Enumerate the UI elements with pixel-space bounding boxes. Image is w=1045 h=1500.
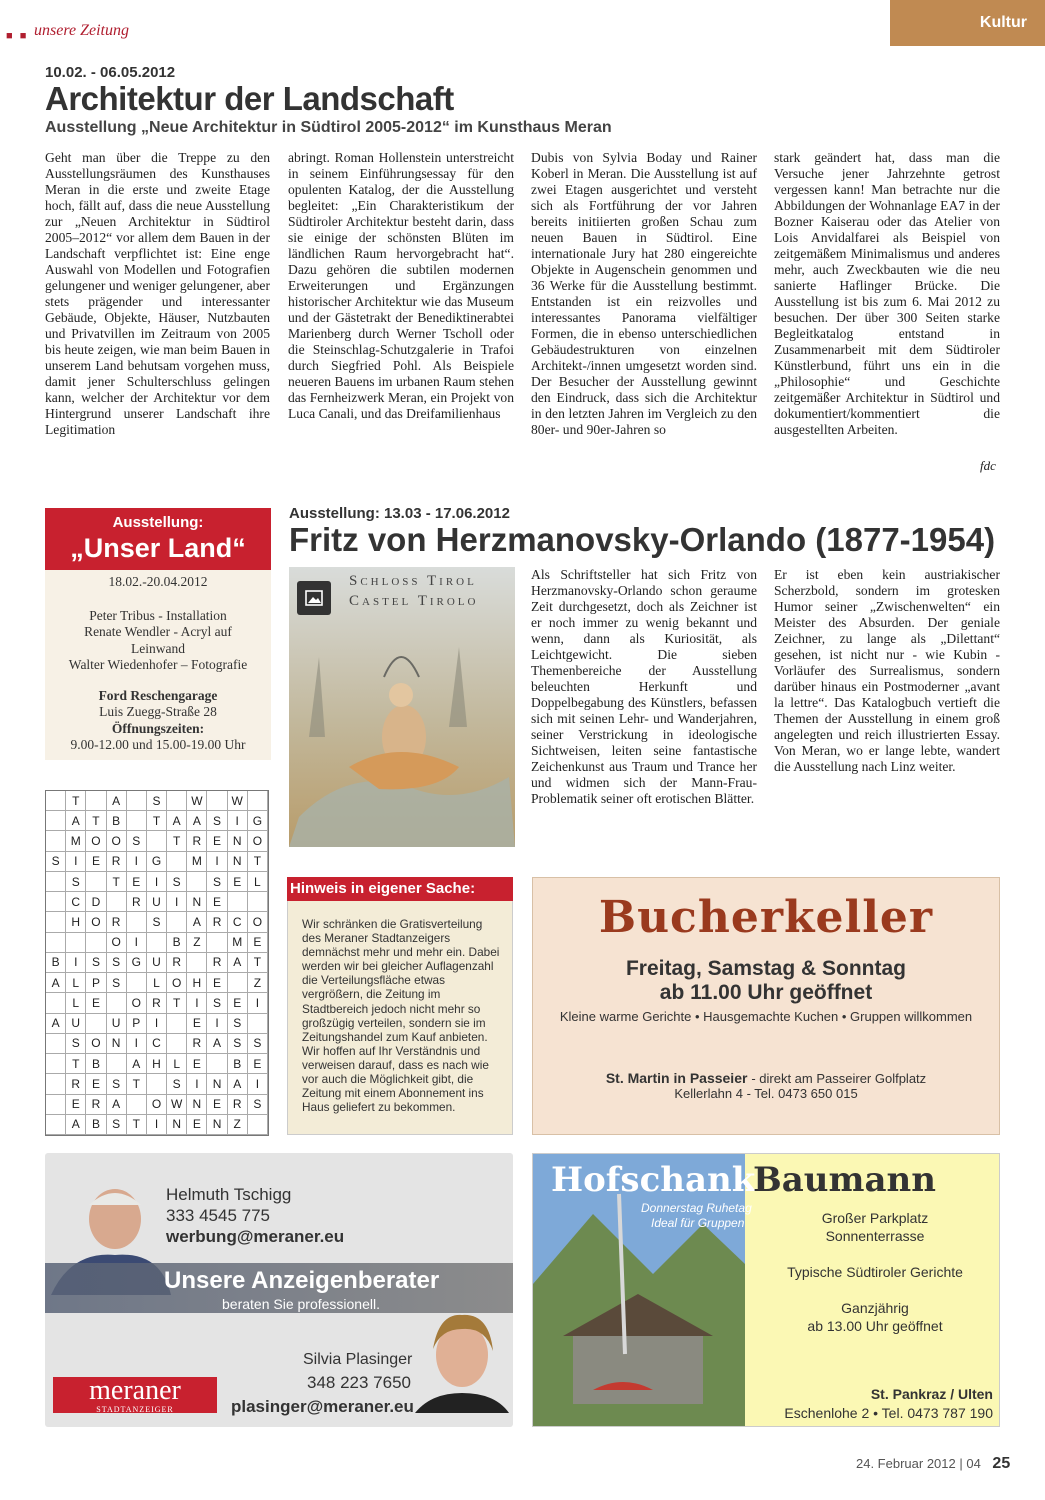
unser-land-header — [45, 508, 271, 570]
crossword-cell: N — [187, 1095, 207, 1115]
crossword-cell: L — [167, 1054, 187, 1074]
unser-land-title: „Unser Land“ — [70, 533, 246, 563]
crossword-cell: I — [207, 852, 227, 872]
crossword-cell: I — [127, 1034, 147, 1054]
crossword-cell — [187, 953, 207, 973]
berater-email-1: werbung@meraner.eu — [166, 1227, 345, 1246]
crossword-cell: S — [66, 872, 86, 892]
crossword-cell — [207, 791, 227, 811]
article1-signoff: fdc — [980, 458, 996, 473]
crossword-cell: E — [207, 1095, 227, 1115]
crossword-cell: E — [207, 892, 227, 912]
crossword-cell: E — [86, 1074, 106, 1094]
image-icon — [297, 581, 331, 615]
crossword-cell: A — [46, 973, 66, 993]
crossword-cell: I — [147, 1115, 167, 1135]
crossword-cell: S — [147, 791, 167, 811]
crossword-cell — [107, 1054, 127, 1074]
crossword-cell: N — [187, 892, 207, 912]
crossword-cell: H — [187, 973, 207, 993]
crossword-cell: L — [66, 973, 86, 993]
crossword-cell: S — [107, 973, 127, 993]
crossword-cell: I — [147, 1014, 167, 1034]
crossword-cell: I — [187, 993, 207, 1013]
crossword-cell: S — [127, 831, 147, 851]
crossword-cell: I — [147, 872, 167, 892]
crossword-cell — [46, 1095, 66, 1115]
unser-land-venue: Ford Reschengarage — [98, 687, 218, 703]
crossword-cell: M — [228, 933, 248, 953]
crossword-cell: N — [167, 1115, 187, 1135]
page-footer — [856, 1455, 1010, 1473]
bucherkeller-location: St. Martin in Passeier — [605, 1070, 748, 1086]
crossword-cell — [147, 831, 167, 851]
crossword-cell: S — [207, 872, 227, 892]
crossword-cell: N — [228, 852, 248, 872]
poster-line-2: Castel Tirolo — [349, 593, 479, 609]
crossword-cell: T — [66, 1054, 86, 1074]
crossword-cell — [46, 1034, 66, 1054]
crossword-cell — [207, 933, 227, 953]
crossword-cell — [167, 791, 187, 811]
crossword-cell: R — [207, 953, 227, 973]
crossword-cell: A — [187, 912, 207, 932]
crossword-cell: C — [228, 912, 248, 932]
hofschank-name-a: Hofschank — [551, 1160, 756, 1200]
crossword-cell: E — [127, 872, 147, 892]
logo: unsere Zeitung — [34, 22, 129, 39]
crossword-cell: B — [86, 1115, 106, 1135]
crossword-cell — [86, 933, 106, 953]
berater-subline: beraten Sie professionell. — [222, 1296, 380, 1312]
crossword-cell: N — [228, 831, 248, 851]
bucherkeller-name: Bucherkeller — [598, 892, 934, 943]
hofschank-line-5: ab 13.00 Uhr geöffnet — [807, 1318, 943, 1334]
crossword-cell: T — [248, 953, 268, 973]
crossword-cell: A — [167, 811, 187, 831]
crossword-cell: S — [107, 953, 127, 973]
crossword-cell: R — [187, 1034, 207, 1054]
crossword-cell: R — [187, 831, 207, 851]
bucherkeller-days: Freitag, Samstag & Sonntag — [625, 957, 907, 980]
berater-email-2: plasinger@meraner.eu — [231, 1397, 414, 1416]
crossword-cell — [46, 892, 66, 912]
crossword-cell: T — [127, 1115, 147, 1135]
crossword-cell — [228, 973, 248, 993]
crossword-cell: O — [147, 1095, 167, 1115]
exhibition-poster — [289, 567, 515, 847]
bucherkeller-location-extra: - direkt am Passeirer Golfplatz — [751, 1071, 927, 1086]
hofschank-place: St. Pankraz / Ulten — [870, 1386, 993, 1402]
page-number: 25 — [992, 1455, 1011, 1472]
meraner-logo-sub: STADTANZEIGER — [96, 1405, 174, 1414]
crossword-cell: W — [187, 791, 207, 811]
hinweis-text: Wir schränken die Gratisverteilung des Meraner Stadtanzeigers demnächst mehr und mehr ein. Dabei werden wir bei gleicher Auflagenzahl die Verteilungsfläche etwas vergrößern, die Zeitung im Stadtbereich jedoch nicht mehr so großzügig verteilen, sondern sie im Zeitungshandel zum Kauf anbieten. Wir hoffen auf Ihr Verständnis und verweisen darauf, dass es nach wie vor auch die Möglichkeit gibt, die Zeitung mit einem Abonnement ins Haus geliefert zu bekommen. — [302, 917, 500, 1115]
crossword-cell: E — [228, 993, 248, 1013]
crossword-cell: A — [207, 1034, 227, 1054]
crossword-cell — [248, 791, 268, 811]
crossword-cell — [46, 1115, 66, 1135]
crossword-cell — [248, 1014, 268, 1034]
crossword-cell — [187, 872, 207, 892]
crossword-cell: N — [207, 1115, 227, 1135]
crossword-cell: R — [127, 892, 147, 912]
crossword-cell: A — [228, 1074, 248, 1094]
crossword-cell: R — [167, 953, 187, 973]
section-tab: Kultur — [890, 0, 1045, 46]
crossword-cell: A — [107, 1095, 127, 1115]
crossword-cell: C — [66, 892, 86, 912]
crossword-cell: R — [147, 993, 167, 1013]
crossword-cell: R — [86, 1095, 106, 1115]
crossword-cell: W — [167, 1095, 187, 1115]
crossword-cell: E — [187, 1115, 207, 1135]
crossword-cell — [46, 1054, 66, 1074]
crossword-cell: O — [86, 912, 106, 932]
berater-phone-1: 333 4545 775 — [166, 1206, 270, 1225]
unser-land-body — [45, 570, 271, 760]
crossword-cell: U — [66, 1014, 86, 1034]
crossword-cell: A — [66, 811, 86, 831]
crossword-cell: O — [248, 831, 268, 851]
crossword-cell: C — [147, 1034, 167, 1054]
meraner-logo-text: meraner — [89, 1375, 181, 1406]
crossword-cell: I — [248, 1074, 268, 1094]
article1-title: Architektur der Landschaft — [45, 80, 454, 117]
crossword-cell: Z — [248, 973, 268, 993]
crossword-cell — [228, 892, 248, 912]
crossword-cell: O — [127, 993, 147, 1013]
unser-land-address: Luis Zuegg-Straße 28 — [99, 704, 217, 719]
hinweis-heading: Hinweis in eigener Sache: — [287, 877, 513, 901]
crossword-cell — [46, 791, 66, 811]
crossword-cell — [147, 933, 167, 953]
hofschank-name-b: Baumann — [753, 1160, 936, 1200]
crossword-cell — [127, 1095, 147, 1115]
crossword-cell: A — [107, 791, 127, 811]
crossword-cell: O — [107, 831, 127, 851]
crossword-cell: T — [127, 1074, 147, 1094]
crossword-cell: S — [167, 872, 187, 892]
crossword-cell — [107, 993, 127, 1013]
crossword-cell: B — [86, 1054, 106, 1074]
crossword-cell: T — [147, 811, 167, 831]
crossword-cell: S — [207, 993, 227, 1013]
crossword-cell: B — [167, 933, 187, 953]
article2-col2: Er ist eben kein austriakischer Scherzbold, sondern im grotesken Humor seiner „Zwischenwelten“ ein Meister des Absurden. Der geniale Zeichner, zu lange als „Dilettant“ gesehen, ist nicht nur - wie Kubin - Vorläufer des Surrealismus, sondern darüber hinaus ein Postmoderner „avant la lettre“. Das Katalogbuch vertieft die Themen der Ausstellung in einem groß angelegten und reich illustrierten Essay. Von Meran, wo er lange lebte, wandert die Ausstellung nach Linz weiter. — [774, 567, 1000, 774]
crossword-cell: U — [147, 953, 167, 973]
crossword-cell: E — [207, 973, 227, 993]
logo-dots: ■ ■ — [6, 30, 29, 42]
berater-ad — [45, 1153, 513, 1427]
crossword-cell: I — [187, 1074, 207, 1094]
crossword-cell — [248, 1115, 268, 1135]
crossword-cell — [86, 791, 106, 811]
article1-date: 10.02. - 06.05.2012 — [45, 64, 176, 81]
article2-col1: Als Schriftsteller hat sich Fritz von Herzmanovsky-Orlando schon geraume Zeit durchgesetzt, doch als Zeichner ist er noch immer zu wenig bekannt und wenn, dann als Kuriosität, als Leichtgewicht. Die sieben Themenbereiche der Ausstellung beleuchten Herkunft und Doppelbegabung des Künstlers, befassen sich mit seinen Lehr- und Wanderjahren, seiner Verstrickung in ideologische Sichtweisen, leiten seine fantastische Zeichenkunst aus Traum und Trance her und widmen sich der Mann-Frau-Problematik seiner oft erotischen Blätter. — [531, 567, 757, 806]
crossword-cell: A — [66, 1115, 86, 1135]
crossword-cell: I — [127, 852, 147, 872]
crossword-cell: O — [248, 912, 268, 932]
crossword-cell — [147, 1074, 167, 1094]
crossword-cell — [248, 892, 268, 912]
bucherkeller-ad — [532, 877, 1000, 1135]
crossword-cell: T — [86, 811, 106, 831]
crossword-cell: A — [228, 953, 248, 973]
crossword-cell: N — [107, 1034, 127, 1054]
meraner-logo — [53, 1377, 217, 1413]
article1-col4: stark geändert hat, dass man die Versuche jener Jahrzehnte getrost vergessen kann! Man betrachte nur die Abbildungen der Wohnanlage EA7 in der Bozner Kaiserau oder das Atelier von Lois Anvidalfarei als Beispiel von zeitgemäßem Minimalismus und anderes mehr, auch Zweckbauten wie die neu sanierte Haflinger Brücke. Die Ausstellung ist bis zum 6. Mai 2012 zu besuchen. Der über 300 Seiten starke Begleitkatalog entstand in Zusammenarbeit mit dem Südtiroler Künstlerbund, führt uns ein in die „Philosophie“ und Geschichte zeitgemäßer Architektur in Südtirol und dokumentiert/kommentiert die ausgestellten Arbeiten. — [774, 150, 1000, 437]
crossword-cell — [167, 912, 187, 932]
poster-illustration — [289, 617, 515, 847]
crossword-cell — [167, 852, 187, 872]
article2-date: Ausstellung: 13.03 - 17.06.2012 — [289, 505, 510, 522]
unser-land-hours: 9.00-12.00 und 15.00-19.00 Uhr — [70, 737, 246, 752]
bucherkeller-address: Kellerlahn 4 - Tel. 0473 650 015 — [674, 1086, 858, 1101]
crossword-cell: U — [147, 892, 167, 912]
crossword-cell: B — [46, 953, 66, 973]
berater-headline: Unsere Anzeigenberater — [164, 1267, 440, 1294]
crossword-cell: A — [127, 1054, 147, 1074]
crossword-cell: S — [248, 1034, 268, 1054]
crossword-cell: O — [167, 973, 187, 993]
crossword-cell: S — [107, 1115, 127, 1135]
crossword-cell: Z — [228, 1115, 248, 1135]
hofschank-note-1: Donnerstag Ruhetag — [641, 1201, 752, 1215]
crossword-cell — [66, 933, 86, 953]
crossword-cell: E — [248, 1054, 268, 1074]
hofschank-note-2: Ideal für Gruppen — [651, 1216, 745, 1230]
crossword-cell: T — [66, 791, 86, 811]
crossword-cell: G — [248, 811, 268, 831]
crossword-cell — [127, 811, 147, 831]
crossword-cell: S — [207, 811, 227, 831]
crossword-cell: E — [187, 1054, 207, 1074]
crossword-cell: T — [167, 831, 187, 851]
crossword-cell — [167, 1034, 187, 1054]
crossword-cell: I — [66, 953, 86, 973]
article1-col3: Dubis von Sylvia Boday und Rainer Koberl in Meran. Die Ausstellung ist auf zwei Etagen ausgerichtet und versteht sich als Fortführung der vor Jahren bereits initiierten großen Schau zum neuen Bauen in Südtirol. Eine internationale Jury hat 280 eingereichte Objekte in Augenschein genommen und 36 Werke für die Ausstellung bestimmt. Entstanden ist ein reizvolles und interessantes Panorama vielfältiger Formen, die in ebenso unterschiedlichen Gebäudestrukturen von einzelnen Architekt-/innen umgesetzt worden sind. Der Besucher der Ausstellung gewinnt den Eindruck, dass sich die Architektur in den letzten Jahren im Vergleich zu den 80er- und 90er-Jahren so — [531, 150, 757, 437]
crossword-cell: A — [46, 1014, 66, 1034]
crossword-cell — [86, 1014, 106, 1034]
crossword-cell: M — [66, 831, 86, 851]
crossword-cell — [167, 1014, 187, 1034]
unser-land-label: Ausstellung: — [112, 514, 204, 531]
crossword-cell — [127, 973, 147, 993]
unser-land-artist-1: Peter Tribus - Installation — [89, 607, 227, 623]
crossword-cell: T — [248, 852, 268, 872]
crossword-cell: N — [207, 1074, 227, 1094]
crossword-cell: H — [147, 1054, 167, 1074]
crossword-cell: I — [207, 1014, 227, 1034]
crossword-cell: I — [248, 993, 268, 1013]
poster-line-1: Schloss Tirol — [349, 573, 477, 589]
crossword-cell: E — [86, 993, 106, 1013]
crossword-cell: B — [107, 811, 127, 831]
crossword-cell: I — [66, 852, 86, 872]
crossword-cell: L — [147, 973, 167, 993]
footer-date: 24. Februar 2012 | 04 — [856, 1456, 981, 1471]
crossword-cell: Z — [187, 933, 207, 953]
crossword-cell — [46, 831, 66, 851]
crossword-cell: T — [107, 872, 127, 892]
article1-col2: abringt. Roman Hollenstein unterstreicht in seinem Einführungsessay für den opulenten Katalog, der die Ausstellung begleitet: „Ein Charakteristikum der Südtiroler Architektur besteht darin, dass sie einige der schönsten Blüten im ländlichen Raum hervorgebracht hat“. Dazu gehören die subtilen modernen Erweiterungen und Ergänzungen historischer Architektur wie das Museum und der Gästetrakt der Benediktinerabtei Marienberg durch Werner Tscholl oder die Steinschlag-Schutzgalerie in Trafoi durch Siegfried Pohl. Als Beispiele neueren Bauens im urbanen Raum stehen das Fernheizwerk Meran, ein Projekt von Luca Canali, und das Dreifamilienhaus — [288, 150, 514, 421]
crossword-cell: I — [228, 811, 248, 831]
crossword-cell: S — [228, 1034, 248, 1054]
berater-name-1: Helmuth Tschigg — [166, 1185, 292, 1204]
crossword-cell: O — [107, 933, 127, 953]
unser-land-artist-2: Renate Wendler - Acryl auf Leinwand — [84, 624, 232, 656]
hofschank-line-4: Ganzjährig — [841, 1300, 909, 1316]
hofschank-address: Eschenlohe 2 • Tel. 0473 787 190 — [784, 1405, 993, 1421]
berater-name-2: Silvia Plasinger — [303, 1351, 413, 1368]
crossword-cell — [46, 912, 66, 932]
crossword-cell: S — [228, 1014, 248, 1034]
crossword-cell: O — [86, 831, 106, 851]
crossword-cell — [107, 892, 127, 912]
crossword-cell: M — [187, 852, 207, 872]
crossword-cell: O — [86, 1034, 106, 1054]
hofschank-line-3: Typische Südtiroler Gerichte — [787, 1264, 963, 1280]
crossword-cell — [207, 1054, 227, 1074]
crossword-cell: G — [147, 852, 167, 872]
crossword-cell: S — [107, 1074, 127, 1094]
crossword-cell: G — [127, 953, 147, 973]
crossword-cell: S — [147, 912, 167, 932]
crossword-cell: P — [86, 973, 106, 993]
bucherkeller-offers: Kleine warme Gerichte • Hausgemachte Kuchen • Gruppen willkommen — [559, 1009, 973, 1024]
crossword-cell: S — [66, 1034, 86, 1054]
article1-subtitle: Ausstellung „Neue Architektur in Südtirol 2005-2012“ im Kunsthaus Meran — [45, 119, 612, 136]
crossword-cell: L — [66, 993, 86, 1013]
crossword-cell: E — [187, 1014, 207, 1034]
crossword-cell: R — [207, 912, 227, 932]
hofschank-ad — [532, 1153, 1000, 1427]
crossword-cell: D — [86, 892, 106, 912]
crossword-cell: T — [167, 993, 187, 1013]
crossword-cell: R — [107, 912, 127, 932]
unser-land-artist-3: Walter Wiedenhofer – Fotografie — [68, 657, 248, 672]
crossword-puzzle — [45, 790, 269, 1136]
crossword-cell: S — [248, 1095, 268, 1115]
crossword-cell: A — [187, 811, 207, 831]
crossword-cell: E — [66, 1095, 86, 1115]
crossword-cell — [127, 912, 147, 932]
bucherkeller-open: ab 11.00 Uhr geöffnet — [659, 981, 873, 1004]
crossword-cell: S — [86, 953, 106, 973]
crossword-cell: I — [127, 933, 147, 953]
crossword-cell: E — [86, 852, 106, 872]
crossword-cell — [46, 933, 66, 953]
crossword-cell — [127, 791, 147, 811]
crossword-cell — [46, 872, 66, 892]
crossword-cell: E — [207, 831, 227, 851]
crossword-cell: R — [228, 1095, 248, 1115]
crossword-cell: S — [46, 852, 66, 872]
crossword-cell: R — [107, 852, 127, 872]
berater-phone-2: 348 223 7650 — [307, 1373, 411, 1392]
crossword-cell: E — [248, 933, 268, 953]
crossword-cell: P — [127, 1014, 147, 1034]
crossword-cell: S — [167, 1074, 187, 1094]
crossword-cell: R — [66, 1074, 86, 1094]
crossword-cell: I — [167, 892, 187, 912]
article2-title: Fritz von Herzmanovsky-Orlando (1877-1954) — [289, 521, 996, 558]
hofschank-line-1: Großer Parkplatz — [821, 1210, 929, 1226]
crossword-cell — [46, 1074, 66, 1094]
crossword-cell: E — [228, 872, 248, 892]
unser-land-dates: 18.02.-20.04.2012 — [108, 574, 208, 589]
crossword-cell — [86, 872, 106, 892]
hofschank-line-2: Sonnenterrasse — [825, 1228, 925, 1244]
crossword-cell: H — [66, 912, 86, 932]
crossword-cell: W — [228, 791, 248, 811]
article1-col1: Geht man über die Treppe zu den Ausstellungsräumen des Kunsthauses Meran in die erste und zweite Etage hoch, fällt auf, dass die neue Ausstellung zur „Neuen Architektur in Südtirol 2005–2012“ vor allem dem Bauen in der Landschaft verpflichtet ist: Eine enge Auswahl von Modellen und Fotografien gelungener und weniger gelungener, aber stets prägender und interessanter Gebäude, Objekte, Häuser, Nutzbauten und Privatvillen im Zeitraum von 2005 bis heute zeigen, wie man beim Bauen in unserem Land behutsam vorgehen muss, damit jener Schulterschluss gelingen kann, welcher der Architektur vor dem Hintergrund unserer Landschaft ihre Legitimation — [45, 150, 270, 437]
crossword-cell: L — [248, 872, 268, 892]
crossword-cell — [46, 811, 66, 831]
crossword-cell — [46, 993, 66, 1013]
crossword-cell: U — [107, 1014, 127, 1034]
photo-silvia — [415, 1293, 509, 1413]
unser-land-hours-label: Öffnungszeiten: — [111, 720, 205, 736]
crossword-cell: B — [228, 1054, 248, 1074]
